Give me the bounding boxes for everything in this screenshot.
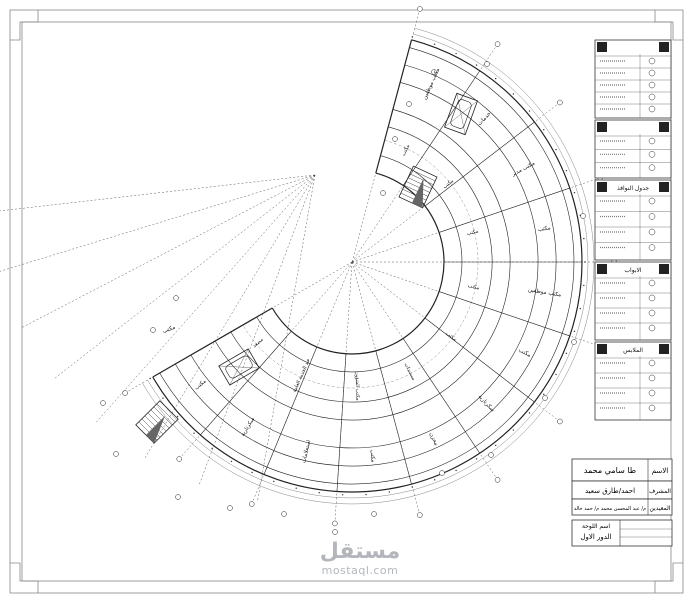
room-label-outer: مكتب مدير <box>511 160 537 178</box>
title-block <box>572 459 672 546</box>
grid-bubble <box>557 419 562 424</box>
legend-symbol <box>649 214 655 220</box>
lift-shaft <box>445 93 478 134</box>
room-label-outer: مكتب <box>368 449 376 463</box>
wall-arc <box>215 109 510 420</box>
grid-bubble <box>572 340 577 345</box>
grid-bubble <box>151 328 156 333</box>
legend-panel <box>595 40 671 420</box>
legend-symbol <box>649 405 655 411</box>
grid-bubble <box>101 401 106 406</box>
grid-bubble <box>123 391 128 396</box>
legend-symbol <box>649 58 655 64</box>
dimension-tick <box>543 394 544 395</box>
legend-logo <box>659 344 669 354</box>
dimension-tick <box>296 488 297 489</box>
title-name-value: طا سامي محمد <box>583 466 637 475</box>
dimension-tick <box>495 78 496 79</box>
grid-bubble <box>495 477 500 482</box>
dimension-tick <box>543 129 544 130</box>
watermark-arabic: مستقل <box>319 539 401 564</box>
room-label-outer: مخزن <box>427 431 439 447</box>
grid-bubble <box>114 452 119 457</box>
legend-logo <box>659 122 669 132</box>
room-label-outer: استعلامات <box>301 439 313 464</box>
room-label-inner: مكتب <box>400 143 412 158</box>
legend-symbol <box>649 229 655 235</box>
legend-logo <box>659 182 669 192</box>
dimension-tick <box>574 331 575 332</box>
legend-symbol <box>649 94 655 100</box>
room-label-inner: مكتب <box>441 178 455 191</box>
legend-title: الملابس <box>623 347 643 354</box>
grid-bubble <box>332 521 337 526</box>
grid-bubble <box>249 502 254 507</box>
legend-logo <box>597 182 607 192</box>
room-label-inner: مصعد <box>251 336 265 350</box>
legend-title: الابواب <box>624 267 642 274</box>
grid-line <box>55 175 315 378</box>
room-label-inner: عند الخدمة العامة <box>291 357 312 394</box>
grid-bubble <box>282 512 287 517</box>
grid-bubble <box>557 100 562 105</box>
dimension-tick <box>574 192 575 193</box>
legend-symbol <box>649 151 655 157</box>
stair-tread <box>154 407 172 425</box>
legend-logo <box>659 264 669 274</box>
room-label-outer: مكتب <box>537 225 552 234</box>
dimension-tick <box>434 479 435 480</box>
dimension-tick <box>566 353 567 354</box>
legend-symbol <box>649 138 655 144</box>
room-label-inner: مستندات <box>402 362 417 382</box>
dimension-tick <box>513 93 514 94</box>
legend-symbol <box>649 70 655 76</box>
wall-arc <box>191 82 538 448</box>
dimension-tick <box>580 215 581 216</box>
dimension-tick <box>434 43 435 44</box>
grid-bubble <box>393 137 398 142</box>
dimension-tick <box>412 486 413 487</box>
grid-bubble <box>174 296 179 301</box>
dimension-tick <box>162 397 163 398</box>
grid-bubble <box>407 102 412 107</box>
room-label-outer: سكرتارية <box>240 416 257 438</box>
grid-bubble <box>381 191 386 196</box>
wall-arc <box>153 40 582 492</box>
dimension-tick <box>495 445 496 446</box>
room-label-outer: سكرتارية <box>476 393 496 414</box>
dimension-tick <box>150 378 151 379</box>
legend-symbol <box>649 360 655 366</box>
watermark-url: mostaql.com <box>321 564 399 577</box>
legend-symbol <box>649 280 655 286</box>
room-label-outer: خدمات <box>476 111 493 127</box>
building-plan <box>0 6 617 534</box>
legend-symbol <box>649 82 655 88</box>
room-label-outer: مكتب موظفين <box>527 287 562 299</box>
room-label-outer: مكتب <box>161 324 177 335</box>
dimension-tick <box>251 472 252 473</box>
dimension-tick <box>513 429 514 430</box>
grid-line <box>145 175 315 458</box>
dimension-tick <box>177 416 178 417</box>
dimension-tick <box>555 149 556 150</box>
dimension-tick <box>476 64 477 65</box>
legend-symbol <box>649 245 655 251</box>
grid-bubble <box>581 214 586 219</box>
dimension-tick <box>476 458 477 459</box>
dimension-tick <box>566 170 567 171</box>
grid-line <box>0 175 315 212</box>
title-drawing-label: اسم اللوحة <box>581 523 611 530</box>
legend-symbol <box>649 310 655 316</box>
grid-bubble <box>372 512 377 517</box>
dimension-tick <box>583 238 584 239</box>
dimension-tick <box>529 110 530 111</box>
room-label-inner: مكتب <box>466 283 480 292</box>
title-drawing-value: الدور الاول <box>580 533 612 541</box>
grid-bubble <box>495 42 500 47</box>
room-label-outer: مكتب <box>517 347 532 359</box>
title-assist-value: م/ عبد المحسن محمد م/ حمد خالد <box>573 506 647 512</box>
grid-bubble <box>485 62 490 67</box>
dimension-tick <box>273 481 274 482</box>
legend-symbol <box>649 295 655 301</box>
dimension-arc <box>148 34 588 498</box>
dimension-tick <box>555 374 556 375</box>
room-label-outer: مكتب موظفين <box>421 67 442 101</box>
legend-logo <box>597 42 607 52</box>
legend-symbol <box>649 375 655 381</box>
grid-bubble <box>543 396 548 401</box>
dimension-tick <box>231 461 232 462</box>
grid-line <box>96 175 315 422</box>
corridor-centerline <box>243 140 478 388</box>
room-label-inner: مكتب <box>444 330 458 343</box>
title-name-label: الاسم <box>651 467 669 475</box>
legend-title: جدول النوافذ <box>616 185 650 192</box>
legend-logo <box>597 122 607 132</box>
legend-symbol <box>649 390 655 396</box>
grid-bubble <box>228 506 233 511</box>
dimension-tick <box>319 492 320 493</box>
legend-logo <box>597 264 607 274</box>
grid-bubble <box>417 6 422 11</box>
dimension-tick <box>584 261 585 262</box>
dimension-tick <box>455 53 456 54</box>
dimension-tick <box>455 470 456 471</box>
lift-shaft <box>219 349 259 385</box>
legend-symbol <box>649 325 655 331</box>
grid-bubble <box>333 530 338 535</box>
legend-symbol <box>649 165 655 171</box>
grid-bubble <box>440 471 445 476</box>
room-label-inner: مكتب الشؤون <box>353 371 361 401</box>
title-supervisor-label: المشرف <box>649 488 671 495</box>
legend-symbol <box>649 198 655 204</box>
dimension-tick <box>583 285 584 286</box>
watermark <box>300 540 420 577</box>
dimension-tick <box>211 448 212 449</box>
dimension-tick <box>342 494 343 495</box>
grid-bubble <box>417 513 422 518</box>
dimension-tick <box>365 494 366 495</box>
title-supervisor-value: احمد/طارق سعيد <box>584 487 636 495</box>
staircase <box>136 401 178 443</box>
grid-bubble <box>176 495 181 500</box>
wall-arc <box>231 127 492 402</box>
wall-arc <box>160 48 574 484</box>
legend-logo <box>659 42 669 52</box>
legend-logo <box>597 344 607 354</box>
room-label-outer: مكتب <box>193 378 208 392</box>
dimension-tick <box>389 491 390 492</box>
legend-symbol <box>649 106 655 112</box>
wall-arc <box>257 156 462 372</box>
title-assist-label: المعيدين <box>649 505 671 512</box>
grid-line <box>199 175 315 484</box>
grid-bubble <box>489 453 494 458</box>
dimension-tick <box>580 308 581 309</box>
dimension-tick <box>529 412 530 413</box>
dimension-tick <box>193 433 194 434</box>
room-label-inner: مكتب <box>466 228 480 238</box>
wall-arc <box>175 65 556 466</box>
dimension-tick <box>412 36 413 37</box>
grid-bubble <box>177 456 182 461</box>
